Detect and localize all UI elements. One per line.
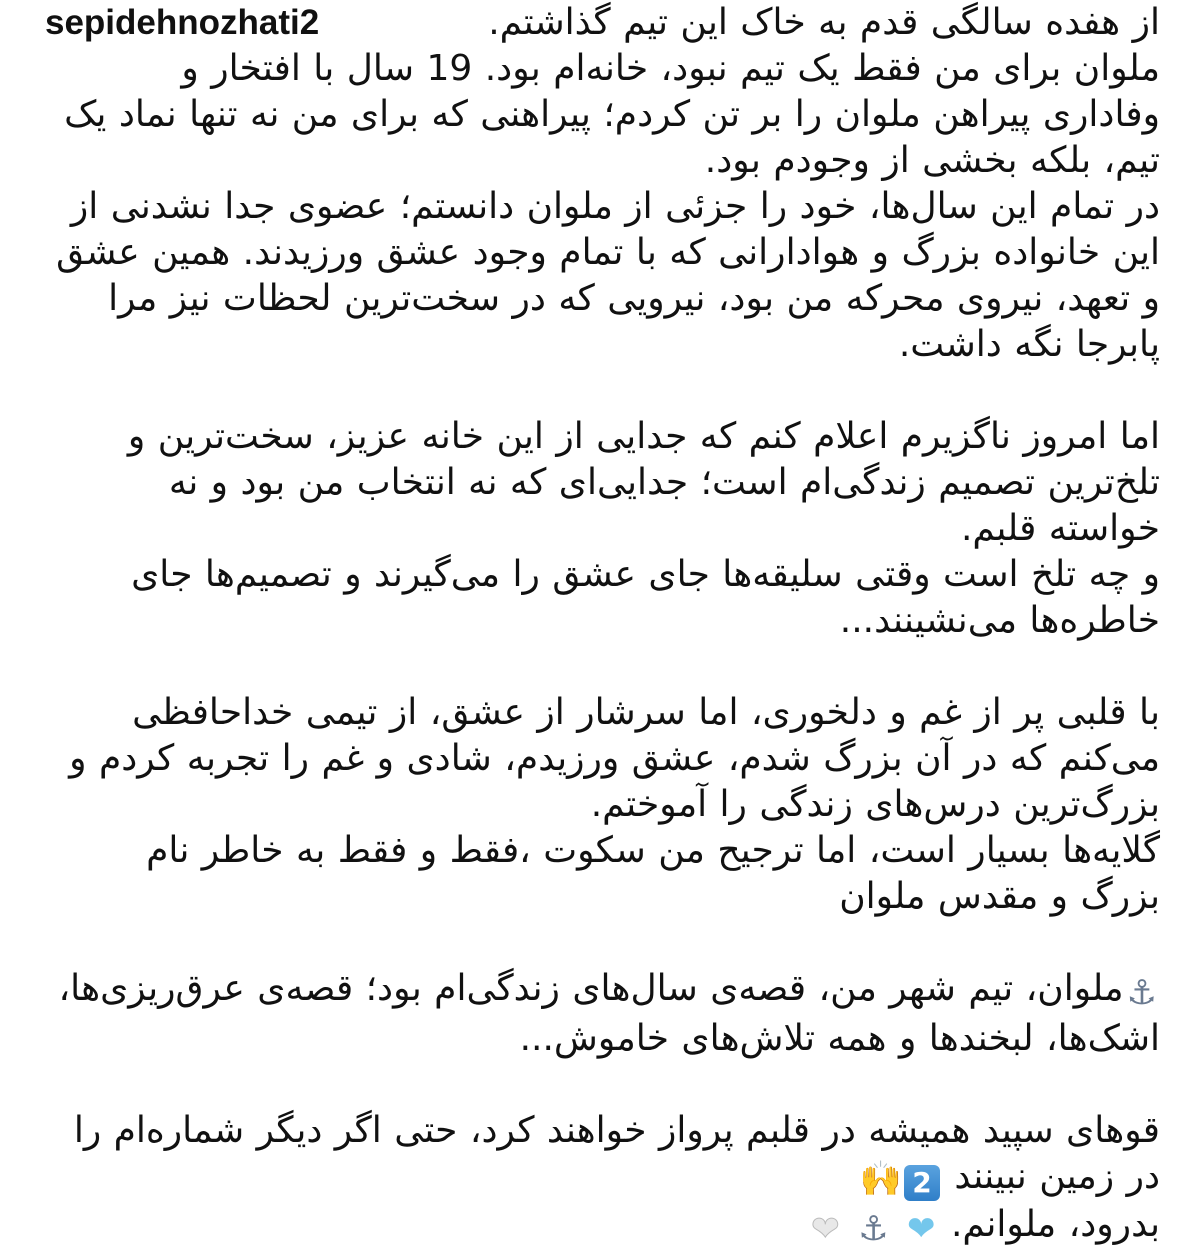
caption-farewell-line: [55, 1202, 1160, 1252]
caption-paragraph-with-emoji: [55, 1108, 1160, 1202]
caption-paragraph: در تمام این سال‌ها، خود را جزئی از ملوان دانستم؛ عضوی جدا نشدنی از این خانواده بزرگ و هوادارانی که با تمام وجود عشق ورزیدند. همین عشق و تعهد، نیروی محرکه من بود، نیرویی که در سخت‌ترین لحظات نیز مرا پابرجا نگه داشت.: [56, 186, 1160, 365]
caption-farewell-text: بدرود، ملوانم.: [950, 1204, 1160, 1245]
raising-hands-icon: 🙌: [859, 1159, 902, 1199]
username-link[interactable]: sepidehnozhati2: [45, 3, 320, 42]
caption-paragraph: اما امروز ناگزیرم اعلام کنم که جدایی از این خانه عزیز، سخت‌ترین و تلخ‌ترین تصمیم زندگی‌ام است؛ جدایی‌ای که نه انتخاب من بود و نه خواسته قلبم.: [127, 416, 1160, 549]
paragraph-spacer: [55, 644, 1160, 690]
caption-first-sentence: از هفده سالگی قدم به خاک این تیم گذاشتم.: [488, 2, 1160, 43]
anchor-icon: ⚓: [1126, 973, 1157, 1013]
post-caption: [45, 0, 1160, 1249]
paragraph-spacer: [55, 1062, 1160, 1108]
keycap-2-icon: 2: [904, 1165, 940, 1201]
white-heart-icon: ❤: [811, 1209, 840, 1249]
caption-paragraph: ملوان برای من فقط یک تیم نبود، خانه‌ام بود. 19 سال با افتخار و وفاداری پیراهن ملوان را بر تن کردم؛ پیراهنی که برای من نه تنها نماد یک تیم، بلکه بخشی از وجودم بود.: [64, 48, 1160, 181]
caption-paragraph-with-anchor: [55, 966, 1160, 1062]
caption-header-line: [45, 0, 1160, 46]
paragraph-spacer: [55, 920, 1160, 966]
light-blue-heart-icon: ❤: [907, 1209, 936, 1249]
paragraph-spacer: [55, 368, 1160, 414]
caption-paragraph-text: ملوان، تیم شهر من، قصه‌ی سال‌های زندگی‌ام بود؛ قصه‌ی عرق‌ریزی‌ها، اشک‌ها، لبخندها و همه تلاش‌های خاموش...: [58, 968, 1160, 1059]
caption-paragraph-text: قوهای سپید همیشه در قلبم پرواز خواهند کرد، حتی اگر دیگر شماره‌ام را در زمین نبینند: [73, 1110, 1160, 1197]
caption-paragraph: گلایه‌ها بسیار است، اما ترجیح من سکوت ،فقط و فقط به خاطر نام بزرگ و مقدس ملوان: [146, 830, 1160, 917]
caption-paragraph: با قلبی پر از غم و دلخوری، اما سرشار از عشق، از تیمی خداحافظی می‌کنم که در آن بزرگ شدم، عشق ورزیدم، شادی و غم را تجربه کردم و بزرگ‌ترین درس‌های زندگی را آموختم.: [69, 692, 1160, 825]
caption-paragraph: و چه تلخ است وقتی سلیقه‌ها جای عشق را می‌گیرند و تصمیم‌ها جای خاطره‌ها می‌نشینند...: [131, 554, 1160, 641]
anchor-icon: ⚓: [858, 1209, 889, 1249]
